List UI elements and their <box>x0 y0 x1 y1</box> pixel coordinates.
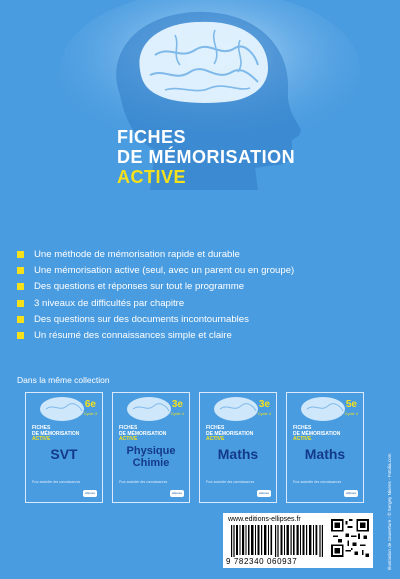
series-title <box>117 127 295 187</box>
book-level: 5e <box>345 399 357 410</box>
book-tagline: Pour assimiler des connaissances <box>32 480 81 484</box>
book-cover-svt[interactable] <box>25 392 103 503</box>
book-series-title: FICHES DE MÉMORISATION ACTIVE <box>32 425 80 443</box>
book-cycle: Cycle 4 <box>170 411 184 416</box>
book-tagline: Pour assimiler des connaissances <box>293 480 342 484</box>
book-cover-maths-5e[interactable] <box>286 392 364 503</box>
feature-item <box>17 263 387 279</box>
book-cycle: Cycle 4 <box>344 411 358 416</box>
collection-books <box>25 392 375 503</box>
feature-item <box>17 296 387 312</box>
feature-item <box>17 279 387 295</box>
book-level: 3e <box>171 399 183 410</box>
book-series-title: FICHES DE MÉMORISATION ACTIVE <box>206 425 254 443</box>
square-bullet-icon <box>17 283 24 290</box>
book-cover-physique-chimie[interactable] <box>112 392 190 503</box>
feature-text: 3 niveaux de difficultés par chapitre <box>34 297 185 309</box>
feature-text: Des questions et réponses sur tout le programme <box>34 281 245 293</box>
book-series-title: FICHES DE MÉMORISATION ACTIVE <box>293 425 341 443</box>
book-cover-maths-3e[interactable] <box>199 392 277 503</box>
feature-text: Des questions sur des documents incontournables <box>34 313 249 325</box>
book-tagline: Pour assimiler des connaissances <box>206 480 255 484</box>
feature-text: Une méthode de mémorisation rapide et durable <box>34 249 240 260</box>
publisher-logo: ellipses <box>258 491 269 495</box>
square-bullet-icon <box>17 251 24 258</box>
illustration-credit: Illustration de couverture : © Sergey Nivens - Fotolia.com <box>387 453 392 570</box>
feature-item <box>17 312 387 328</box>
book-cycle: Cycle 3 <box>83 411 97 416</box>
series-title-line2: DE MÉMORISATION <box>117 147 296 167</box>
book-subject: Maths <box>217 446 259 462</box>
barcode-icon <box>231 525 323 557</box>
publisher-logo: ellipses <box>84 491 95 495</box>
square-bullet-icon <box>17 332 24 339</box>
book-series-title: FICHES DE MÉMORISATION ACTIVE <box>119 425 167 443</box>
feature-text: Un résumé des connaissances simple et claire <box>34 330 232 342</box>
publisher-url[interactable]: www.editions-ellipses.fr <box>228 516 301 523</box>
barcode-block <box>223 513 373 568</box>
book-subject: Physique Chimie <box>126 445 176 469</box>
qr-code-icon <box>331 519 369 557</box>
feature-text: Une mémorisation active (seul, avec un parent ou en groupe) <box>34 265 295 277</box>
isbn-number: 9 782340 060937 <box>226 557 298 566</box>
book-level: 3e <box>258 399 270 410</box>
feature-item <box>17 328 387 344</box>
publisher-logo: ellipses <box>345 491 356 495</box>
series-title-active: ACTIVE <box>117 167 187 187</box>
square-bullet-icon <box>17 267 24 274</box>
collection-label: Dans la même collection <box>17 375 110 385</box>
book-subject: Maths <box>304 446 346 462</box>
feature-item <box>17 247 387 263</box>
publisher-logo: ellipses <box>171 491 182 495</box>
square-bullet-icon <box>17 300 24 307</box>
series-title-line1: FICHES <box>117 127 187 147</box>
book-level: 6e <box>84 399 96 410</box>
book-cycle: Cycle 4 <box>257 411 271 416</box>
book-subject: SVT <box>50 446 78 462</box>
book-tagline: Pour assimiler des connaissances <box>119 480 168 484</box>
square-bullet-icon <box>17 316 24 323</box>
feature-list <box>17 247 387 344</box>
